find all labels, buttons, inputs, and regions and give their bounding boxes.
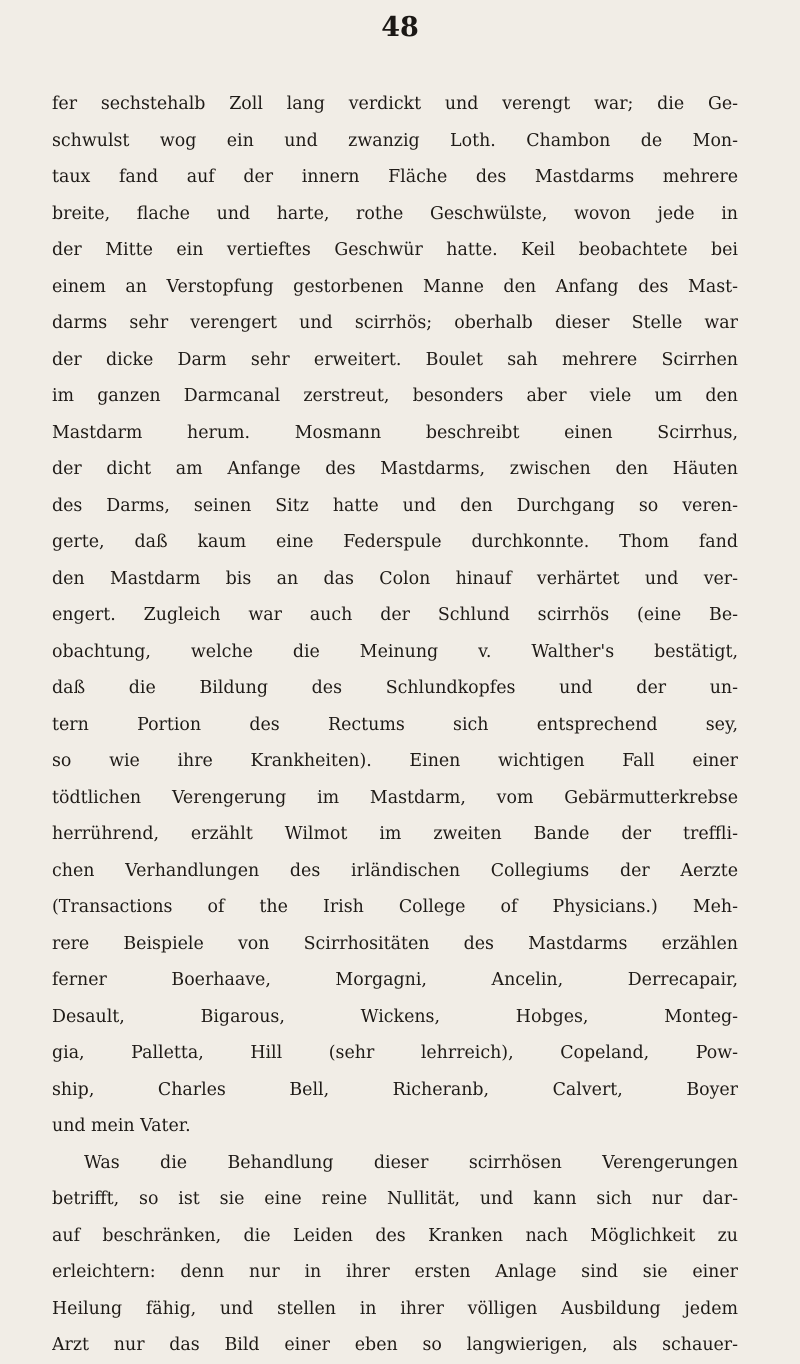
- text-line: fer sechstehalb Zoll lang verdickt und verengt war; die Ge-: [52, 94, 738, 114]
- text-line: rere Beispiele von Scirrhositäten des Mastdarms erzählen: [52, 933, 738, 954]
- text-line: Was die Behandlung dieser scirrhösen Verengerungen: [84, 1152, 738, 1173]
- text-line: herrührend, erzählt Wilmot im zweiten Bande der treffli-: [52, 824, 738, 844]
- text-line: breite, flache und harte, rothe Geschwülste, wovon jede in: [52, 203, 738, 224]
- text-line: im ganzen Darmcanal zerstreut, besonders aber viele um den: [52, 386, 738, 406]
- body-text: [52, 86, 738, 1364]
- text-line: der dicke Darm sehr erweitert. Boulet sah mehrere Scirrhen: [52, 349, 738, 370]
- text-line: erleichtern: denn nur in ihrer ersten Anlage sind sie einer: [52, 1262, 738, 1282]
- text-line: der Mitte ein vertieftes Geschwür hatte. Keil beobachtete bei: [52, 240, 738, 260]
- text-line: chen Verhandlungen des irländischen Collegiums der Aerzte: [52, 860, 738, 881]
- text-line: taux fand auf der innern Fläche des Mastdarms mehrere: [52, 167, 738, 187]
- text-line: und mein Vater.: [52, 1116, 191, 1136]
- text-line: ship, Charles Bell, Richeranb, Calvert, Boyer: [52, 1079, 738, 1100]
- text-line: den Mastdarm bis an das Colon hinauf verhärtet und ver-: [52, 568, 738, 589]
- text-line: betrifft, so ist sie eine reine Nullität, und kann sich nur dar-: [52, 1189, 738, 1209]
- text-line: Mastdarm herum. Mosmann beschreibt einen Scirrhus,: [52, 422, 738, 443]
- text-line: einem an Verstopfung gestorbenen Manne den Anfang des Mast-: [52, 276, 738, 297]
- text-line: Desault, Bigarous, Wickens, Hobges, Monteg-: [52, 1006, 738, 1027]
- text-line: der dicht am Anfange des Mastdarms, zwischen den Häuten: [52, 459, 738, 479]
- text-line: gia, Palletta, Hill (sehr lehrreich), Copeland, Pow-: [52, 1043, 738, 1063]
- text-line: auf beschränken, die Leiden des Kranken nach Möglichkeit zu: [52, 1225, 738, 1246]
- text-line: gerte, daß kaum eine Federspule durchkonnte. Thom fand: [52, 532, 738, 552]
- text-line: daß die Bildung des Schlundkopfes und der un-: [52, 678, 738, 698]
- text-line: Arzt nur das Bild einer eben so langwierigen, als schauer-: [52, 1335, 738, 1355]
- text-line: obachtung, welche die Meinung v. Walther's bestätigt,: [52, 641, 738, 662]
- text-line: (Transactions of the Irish College of Physicians.) Meh-: [52, 897, 738, 917]
- text-line: engert. Zugleich war auch der Schlund scirrhös (eine Be-: [52, 605, 738, 625]
- text-line: schwulst wog ein und zwanzig Loth. Chambon de Mon-: [52, 130, 738, 151]
- text-line: ferner Boerhaave, Morgagni, Ancelin, Derrecapair,: [52, 970, 738, 990]
- page-number: 48: [381, 12, 419, 43]
- text-line: des Darms, seinen Sitz hatte und den Durchgang so veren-: [52, 495, 738, 516]
- text-line: tern Portion des Rectums sich entsprechend sey,: [52, 714, 738, 735]
- text-line: Heilung fähig, und stellen in ihrer völligen Ausbildung jedem: [52, 1298, 738, 1319]
- text-line: darms sehr verengert und scirrhös; oberhalb dieser Stelle war: [52, 313, 738, 333]
- text-line: tödtlichen Verengerung im Mastdarm, vom Gebärmutterkrebse: [52, 787, 738, 808]
- text-line: so wie ihre Krankheiten). Einen wichtigen Fall einer: [52, 751, 738, 771]
